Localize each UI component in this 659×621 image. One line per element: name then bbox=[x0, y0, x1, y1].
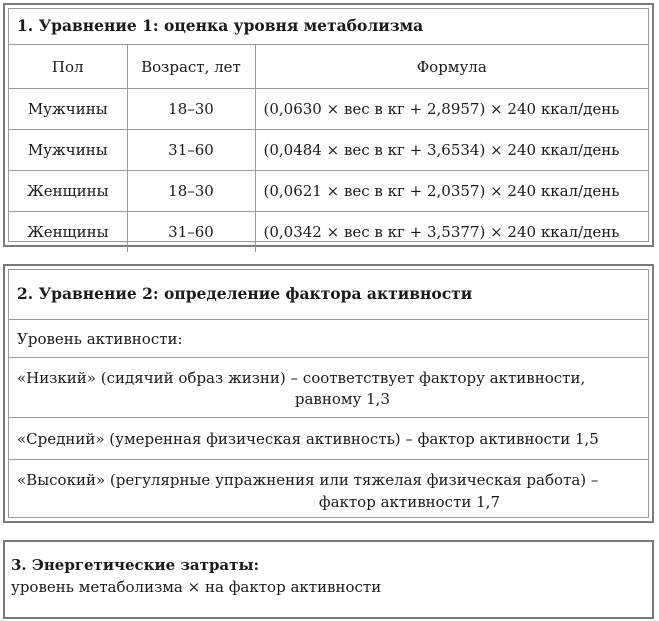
activity-factor-box bbox=[3, 264, 654, 523]
cell-sex: Женщины bbox=[9, 212, 127, 253]
table-header-row bbox=[9, 45, 648, 89]
cell-formula: (0,0342 × вес в кг + 3,5377) × 240 ккал/день bbox=[263, 223, 620, 241]
cell-sex: Мужчины bbox=[9, 130, 127, 171]
cell-sex: Мужчины bbox=[9, 89, 127, 130]
cell-age: 18–30 bbox=[127, 171, 255, 212]
metabolism-table-box bbox=[3, 3, 654, 247]
section1-title: 1. Уравнение 1: оценка уровня метаболизма bbox=[9, 9, 648, 45]
activity-high-line1: «Высокий» (регулярные упражнения или тяжелая физическая работа) – bbox=[17, 471, 599, 489]
header-formula: Формула bbox=[255, 45, 648, 89]
table-row bbox=[9, 130, 648, 171]
activity-low-line1: «Низкий» (сидячий образ жизни) – соответствует фактору активности, bbox=[17, 369, 586, 387]
activity-high-line2: фактор активности 1,7 bbox=[318, 493, 500, 511]
header-sex: Пол bbox=[9, 45, 127, 89]
cell-formula: (0,0484 × вес в кг + 3,6534) × 240 ккал/день bbox=[255, 130, 648, 171]
activity-level-label: Уровень активности: bbox=[9, 320, 648, 358]
activity-low bbox=[9, 358, 648, 418]
metabolism-table bbox=[9, 45, 648, 252]
cell-age: 18–30 bbox=[127, 89, 255, 130]
table-row bbox=[9, 89, 648, 130]
section3-text: уровень метаболизма × на фактор активности bbox=[11, 578, 382, 596]
activity-factor-frame bbox=[8, 269, 649, 518]
cell-age: 31–60 bbox=[127, 130, 255, 171]
activity-low-line2: равному 1,3 bbox=[294, 390, 390, 408]
metabolism-table-frame bbox=[8, 8, 649, 242]
header-age: Возраст, лет bbox=[127, 45, 255, 89]
section3-title: 3. Энергетические затраты: bbox=[11, 556, 260, 574]
cell-age: 31–60 bbox=[127, 212, 255, 253]
energy-expenditure-box bbox=[3, 540, 654, 619]
activity-medium: «Средний» (умеренная физическая активность) – фактор активности 1,5 bbox=[9, 418, 648, 460]
table-row bbox=[9, 171, 648, 212]
cell-sex: Женщины bbox=[9, 171, 127, 212]
table-row bbox=[9, 212, 648, 253]
energy-expenditure-content bbox=[5, 542, 652, 598]
cell-formula: (0,0630 × вес в кг + 2,8957) × 240 ккал/день bbox=[255, 89, 648, 130]
section2-title: 2. Уравнение 2: определение фактора активности bbox=[9, 270, 648, 320]
activity-high bbox=[9, 460, 648, 522]
cell-formula: (0,0621 × вес в кг + 2,0357) × 240 ккал/день bbox=[255, 171, 648, 212]
